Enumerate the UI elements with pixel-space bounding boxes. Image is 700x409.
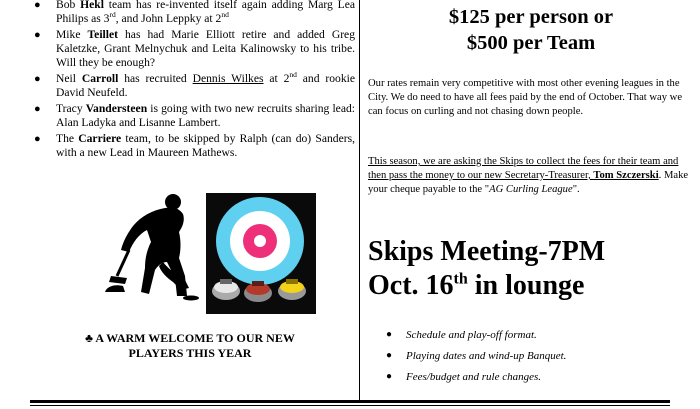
curler-silhouette-icon (103, 192, 199, 313)
curling-house-stones-icon (206, 193, 316, 314)
rates-paragraph: Our rates remain very competitive with most other evening leagues in the City. We do need to have all fees paid by the end of October. That way we can focus on curling and not chasing down people. (368, 78, 683, 117)
list-item: ● Tracy Vandersteen is going with two new recruits sharing lead: Alan Ladyka and Lisanne Lambert. (34, 101, 355, 130)
list-item: ● Neil Carroll has recruited Dennis Wilkes at 2nd and rookie David Neufeld. (34, 70, 356, 100)
treasurer-name: Tom Szczerski (593, 170, 659, 181)
list-item: ● Mike Teillet has had Marie Elliott retire and added Greg Kaletzke, Grant Melnychuk and Leita Kalinowsky to his tribe. Will they be enough? (34, 27, 356, 70)
team-name: Hekl (80, 0, 104, 11)
club-icon: ♣ (85, 331, 94, 345)
left-column (0, 0, 358, 398)
bullet-icon: ● (386, 371, 393, 382)
team-name: Vandersteen (85, 101, 148, 115)
team-name: Teillet (87, 27, 118, 41)
team-list (30, 0, 355, 162)
bullet-icon: ● (34, 73, 41, 86)
bullet-icon: ● (34, 28, 41, 41)
bullet-icon: ● (386, 329, 393, 340)
agenda-list (386, 328, 686, 391)
skips-meeting-heading: Skips Meeting-7PM Oct. 16th in lounge (368, 236, 606, 301)
bullet-icon: ● (34, 132, 41, 145)
team-name: Carroll (81, 72, 119, 86)
welcome-message: ♣ A WARM WELCOME TO OUR NEW PLAYERS THIS YEAR (85, 331, 295, 360)
bullet-icon: ● (34, 102, 41, 115)
bottom-rule (30, 400, 670, 403)
right-column (362, 0, 700, 398)
skips-fee-note: This season, we are asking the Skips to collect the fees for their team and then pass the money to our new Secretary-Treasurer, Tom Szczerski. Make your cheque payable to the "AG Curling League". (368, 156, 689, 195)
price-heading: $125 per person or $500 per Team (448, 6, 614, 54)
list-item: ● Schedule and play-off format. (386, 329, 537, 341)
list-item: ● Bob Hekl team has re-invented itself again adding Marg Lea Philips as 3rd, and John Leppky at 2nd (34, 0, 355, 26)
team-name: Carriere (78, 131, 122, 145)
list-item: ● Fees/budget and rule changes. (386, 371, 542, 383)
bullet-icon: ● (34, 0, 41, 11)
list-item: ● Playing dates and wind-up Banquet. (386, 350, 567, 362)
list-item: ● The Carriere team, to be skipped by Ralph (can do) Sanders, with a new Lead in Maureen Mathews. (34, 131, 355, 160)
bullet-icon: ● (386, 350, 393, 361)
column-divider (359, 0, 360, 400)
bottom-rule-thin (30, 405, 670, 406)
